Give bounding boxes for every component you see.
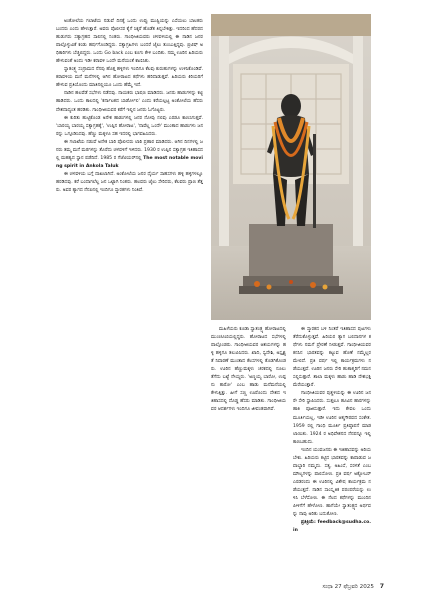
left-paragraph-5 — [56, 139, 203, 171]
footer-info — [322, 583, 384, 591]
pillar-right — [353, 36, 363, 256]
roof-beam — [211, 14, 371, 36]
walking-stick — [313, 134, 316, 228]
left-column — [56, 18, 203, 576]
gandhi-statue-illustration — [211, 14, 371, 320]
right-paragraph-3: ಮಹಿಳೆಯರು ಕೂಡಾ ಸ್ವಾತಂತ್ರ್ಯ ಹೋರಾಟದಲ್ಲಿ ಮುಂಚೂಣಿಯಲ್ಲಿದ್ದರು. ಹೋರಾಟದ ಸಭೆಗಳಲ್ಲಿ ಪಾಲ್ಗೊಂಡರು. ಗಾಂಧೀಜಿಯವರ ಆಶಯಗಳನ್ನು ಹಳ್ಳಿ ಹಳ್ಳಿಗೂ ತಲುಪಿಸಿದರು. ಖಾದಿ, ಸ್ವದೇಶಿ, ಅಸ್ಪೃಶ್ಯತೆ ನಿವಾರಣೆ ಮುಂತಾದ ಕೆಲಸಗಳಲ್ಲಿ ತೊಡಗಿಕೊಂಡರು. ಊರಿನ ಹೆಣ್ಣುಮಕ್ಕಳು ಚರಕದಲ್ಲಿ ನೂಲು ತೆಗೆದು ಬಟ್ಟೆ ನೇಯ್ದರು. 'ಅಣ್ಣಯ್ಯ ಬಾರೋ, ಉಪ್ಪನು ತಾರೋ' ಎಂಬ ಹಾಡು ಮನೆಮನೆಯಲ್ಲಿ ಕೇಳುತ್ತಿತ್ತು. ಹೀಗೆ ಸಣ್ಣ ಊರೊಂದು ದೇಶದ ಇತಿಹಾಸದಲ್ಲಿ ದೊಡ್ಡ ಹೆಸರು ಮಾಡಿತು. ಗಾಂಧೀಜಿಯವರ ಆದರ್ಶಗಳು ಇಂದಿಗೂ ಜೀವಂತವಾಗಿವೆ. — [211, 327, 286, 413]
right-column — [293, 326, 371, 578]
feedback-email: ಪ್ರತಿಕ್ರಿಯೆ: feedback@sudha.co.in — [293, 520, 371, 534]
page-number: 7 — [379, 583, 384, 590]
left-paragraph-6: ಈ ಚಳವಳಿಯ ಬಗ್ಗೆ ದಾಖಲಾಗಿದೆ. ಅಂಕೋಲೆಯ ಜನರ ಧೈರ್ಯ ಸಾಹಸಗಳು ಹಳ್ಳಿ ಹಳ್ಳಿಗಳಲ್ಲೂ ಹರಡಿದವು. ಕರೆ ಬಂದಾಗಲೆಲ್ಲ ಜನ ಒಟ್ಟಾಗಿ ನಿಂತರು. ಹಲವರು ಜೈಲು ಸೇರಿದರು, ಕೆಲವರು ಪ್ರಾಣ ತೆತ್ತರು. ಅವರ ತ್ಯಾಗದ ನೆನಪಿನಲ್ಲಿ ಇಂದಿಗೂ ಸ್ಮಾರಕಗಳು ನಿಂತಿವೆ. — [56, 171, 203, 193]
english-quote: The most notable moving spirit in Ankola Taluk — [56, 155, 203, 169]
pedestal — [249, 224, 333, 280]
right-paragraph-2: ಗಾಂಧೀಜಿಯವರ ಪುತ್ಥಳಿಯನ್ನು ಈ ಊರಿನ ಜನರೇ ಸೇರಿ ಸ್ಥಾಪಿಸಿದರು. ಸುತ್ತಲೂ ಹೂವಿನ ಹಾರಗಳನ್ನು ಹಾಕಿ ಪೂಜಿಸುತ್ತಾರೆ. ಇದು ಕೇವಲ ಒಂದು ಮೂರ್ತಿಯಲ್ಲ, ಇಡೀ ಊರಿನ ಆತ್ಮಗೌರವದ ಸಂಕೇತ. 1959 ರಲ್ಲಿ ಗಾಂಧಿ ಮೂರ್ತಿ ಪ್ರತಿಷ್ಠಾಪನೆ ಮಾಡಲಾಯಿತು. 1924 ರ ಅಧಿವೇಶನದ ನೆನಪನ್ನೂ ಇಲ್ಲಿ ಕಾಣಬಹುದು. — [293, 391, 371, 445]
left-paragraph-3: ನಾಡಿನ ಹಲವೆಡೆ ಸಭೆಗಳು ನಡೆದವು. ನಾಯಕರು ಭಾಷಣ ಮಾಡಿದರು. ಜನರು ಹಾಡುಗಳನ್ನು ಕಟ್ಟಿ ಹಾಡಿದರು. ಒಂದು ಕಾಲದಲ್ಲಿ 'ಕರ್ನಾಟಕದ ಬಾರ್ಡೋಲಿ' ಎಂದು ಕರೆಯಲ್ಪಟ್ಟ ಅಂಕೋಲೆಯ ಹೆಸರು ದೇಶದಾದ್ಯಂತ ಹರಡಿತು. ಗಾಂಧೀಜಿಯವರ ಕರೆಗೆ ಇಲ್ಲಿನ ಜನರು ಓಗೊಟ್ಟರು. — [56, 91, 203, 113]
page-footer — [0, 583, 424, 595]
gandhi-statue-photo — [211, 14, 371, 320]
left-paragraph-5-text: ಈ ಗಲಾಟೆಯ ನಡುವೆ ಅನೇಕ ಬಾರಿ ಪೊಲೀಸರು ಲಾಠಿ ಪ್ರಹಾರ ಮಾಡಿದರು. ಆಗಿನ ದಿನಗಳಲ್ಲಿ ಜನರು ತಮ್ಮ ಮನೆ ಮಠಗಳನ್ನು ತೊರೆದು ಚಳವಳಿಗೆ ಇಳಿದರು. 1930 ರ ಉಪ್ಪಿನ ಸತ್ಯಾಗ್ರಹ ಇತಿಹಾಸದಲ್ಲಿ ಮಹತ್ವದ ಸ್ಥಾನ ಪಡೆದಿದೆ. 1985 ರ ಗೆಜೆಟಿಯರ್‌ನಲ್ಲಿ — [56, 139, 203, 161]
right-paragraph-4: ಇಂದಿನ ಯುವಜನರು ಈ ಇತಿಹಾಸವನ್ನು ಅರಿಯಬೇಕು. ಹಿರಿಯರು ಕಟ್ಟಿದ ಭಾರತವನ್ನು ಕಾಪಾಡುವ ಜವಾಬ್ದಾರಿ ನಮ್ಮದು. ಸತ್ಯ, ಅಹಿಂಸೆ, ಸರಳತೆ ಎಂಬ ಮೌಲ್ಯಗಳನ್ನು ಪಾಲಿಸೋಣ. ಪ್ರತಿ ವರ್ಷ ಅಕ್ಟೋಬರ್ ಎರಡರಂದು ಈ ಊರಿನಲ್ಲಿ ವಿಶೇಷ ಕಾರ್ಯಕ್ರಮ ನಡೆಯುತ್ತದೆ. ನಾಡಿನ ಸಾಂಸ್ಕೃತಿಕ ಪರಂಪರೆಯನ್ನು ಉಳಿಸಿ ಬೆಳೆಸೋಣ. ಈ ನೆಲದ ಕಥೆಗಳನ್ನು ಮುಂದಿನ ಪೀಳಿಗೆಗೆ ಹೇಳೋಣ. ಹಾಗೆಯೇ ಸ್ವಾತಂತ್ರ್ಯದ ಅರ್ಥವನ್ನು ನಾವು ಅರಿತು ಬದುಕೋಣ. — [293, 447, 371, 518]
left-paragraph-4: ಈ ಕುರಿತು ಹುಟ್ಟಿಕೊಂಡ ಅನೇಕ ಹಾಡುಗಳಲ್ಲಿ ಜನರ ನೋವು ನಲಿವು ಎರಡೂ ಕಾಣಸಿಗುತ್ತವೆ. 'ಬಾರಯ್ಯ ಬಾರಯ್ಯ ಸತ್ಯಾಗ್ರಹಕ್ಕೆ', 'ಉಪ್ಪಿನ ಹೋರಾಟ', 'ನಾವೆಲ್ಲ ಒಂದೇ' ಮುಂತಾದ ಹಾಡುಗಳು ಜನರನ್ನು ಒಗ್ಗೂಡಿಸಿದವು. ಹೆಣ್ಣು ಮಕ್ಕಳೂ ಸಹ ಇದರಲ್ಲಿ ಭಾಗವಹಿಸಿದರು. — [56, 115, 203, 137]
left-paragraph-2: ಸ್ವಾತಂತ್ರ್ಯ ಸಂಗ್ರಾಮದ ನೆನಪು ಹೊತ್ತ ಹಳ್ಳಿಗಳು ಇಂದಿಗೂ ಕೆಲವು ಕುರುಹುಗಳನ್ನು ಉಳಿಸಿಕೊಂಡಿವೆ. ಕರಾವಳಿಯ ಮನೆ ಮನೆಗಳಲ್ಲಿ ಆಗಿನ ಹೋರಾಟದ ಕಥೆಗಳು ಹರಿದಾಡುತ್ತವೆ. ಹಿರಿಯರು ಕಿರಿಯರಿಗೆ ಹೇಳುವ ಪ್ರತಿಯೊಂದು ಮಾತಿನಲ್ಲಿಯೂ ಒಂದು ಹೆಮ್ಮೆ ಇದೆ. — [56, 67, 203, 89]
right-paragraph-1: ಈ ಸ್ಮಾರಕದ ಬಳಿ ನಿಂತರೆ ಇತಿಹಾಸದ ಪುಟಗಳು ತೆರೆದುಕೊಳ್ಳುತ್ತವೆ. ಹಿರಿಯರ ತ್ಯಾಗ ಬಲಿದಾನಗಳ ಕಥೆಗಳು ನಮಗೆ ಪ್ರೇರಣೆ ನೀಡುತ್ತವೆ. ಗಾಂಧೀಜಿಯವರ ಕನಸಿನ ಭಾರತವನ್ನು ಕಟ್ಟುವ ಹೊಣೆ ನಮ್ಮೆಲ್ಲರ ಮೇಲಿದೆ. ಪ್ರತಿ ವರ್ಷ ಇಲ್ಲಿ ಕಾರ್ಯಕ್ರಮಗಳು ನಡೆಯುತ್ತವೆ. ಊರಿನ ಜನರು ಸೇರಿ ಹುತಾತ್ಮರಿಗೆ ನಮನ ಸಲ್ಲಿಸುತ್ತಾರೆ. ಶಾಲಾ ಮಕ್ಕಳು ಹಾಡು ಹಾಡಿ ದೇಶಭಕ್ತಿ ಮೆರೆಯುತ್ತಾರೆ. — [293, 327, 371, 389]
pillar-left — [219, 36, 229, 256]
left-paragraph-1: ಅಂಕೋಲೆಯ ಗಲಾಟೆಯ ನಡುವೆ ದಿನಕ್ಕೆ ಒಂದು ಉಪ್ಪು ಮುಷ್ಟಿಯನ್ನು ಎಸೆಯಲು ಬಾಲಕರು ಬಂದರು ಎಂದು ಹೇಳುತ್ತಾರೆ. ಅವರು ಪೊಲೀಸರ ಕೈಗೆ ಸಿಕ್ಕರೆ ಹೊಡೆತ ತಿನ್ನಬೇಕಿತ್ತು. ಇದರಿಂದ ಹೆದರದ ಹುಡುಗರು ಸತ್ಯಾಗ್ರಹದ ಸಾಲಿನಲ್ಲಿ ನಿಂತರು. ಗಾಂಧೀಜಿಯವರು ಚಳವಳಿಯಲ್ಲಿ ಈ ನಾಡಿನ ಜನರ ಪಾಲ್ಗೊಳ್ಳುವಿಕೆ ಕಂಡು ಹರ್ಷಗೊಂಡಿದ್ದರು. ಸತ್ಯಾಗ್ರಹಿಗಳು ಬಂದರೆ ಜೈಲು ತುಂಬುತ್ತಿದ್ದವು. ಬ್ರಿಟಿಷ್ ಅಧಿಕಾರಿಗಳು ಬೆಚ್ಚಿಬಿದ್ದರು. ಒಂದು Go back ಎಂಬ ಕೂಗು ಕೇಳಿ ಬಂದಿತು. ನಮ್ಮ ಊರಿನ ಹಿರಿಯರು ಹೇಳುವಂತೆ ಅಂದು ಇಡೀ ಕರಾವಳಿ ಒಂದೇ ಮನೆಯಂತೆ ಕಾಣಿಸಿತು. — [56, 19, 203, 65]
issue-date: ಸುಧಾ 27 ಫೆಬ್ರವರಿ 2025 — [322, 584, 374, 590]
right-lower-column-1 — [211, 326, 286, 578]
